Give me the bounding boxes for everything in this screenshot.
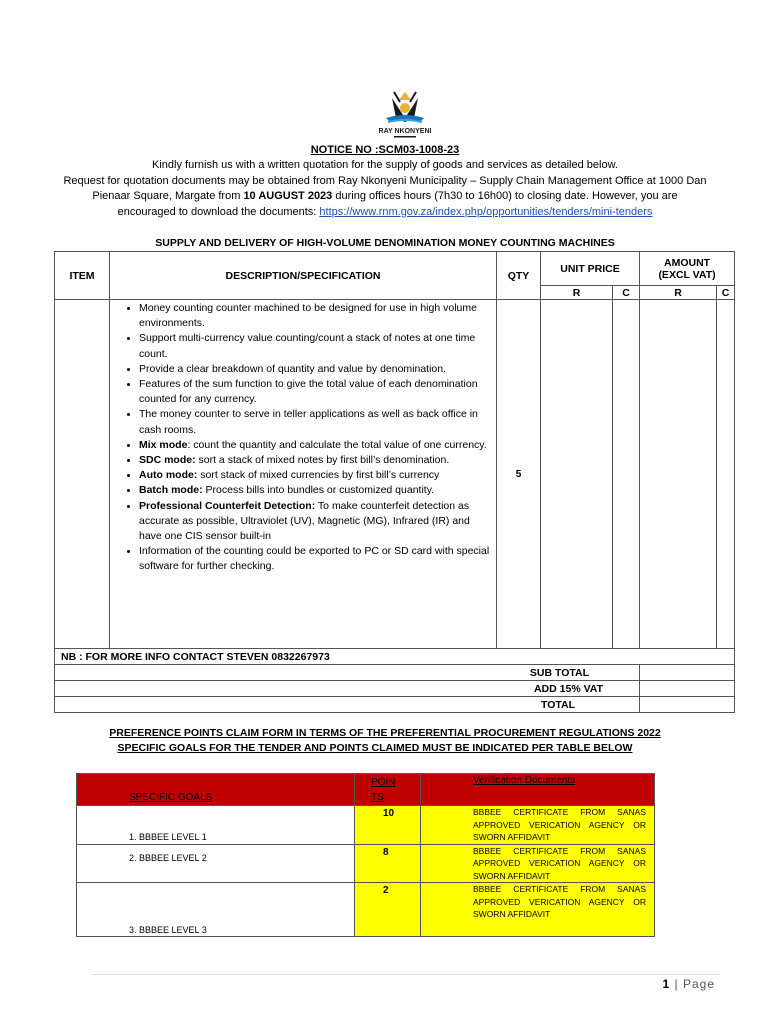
spec-item: • The money counter to serve in teller applications as well as back office in cash rooms. xyxy=(139,407,493,437)
preference-line-1: PREFERENCE POINTS CLAIM FORM IN TERMS OF THE PREFERENTIAL PROCUREMENT REGULATIONS 2022 xyxy=(109,727,661,739)
intro-paragraph xyxy=(0,158,770,220)
goal-1: 1. BBBEE LEVEL 1 xyxy=(77,806,355,845)
footer-divider xyxy=(92,974,720,975)
col-specific-goals: SPECIFIC GOALS xyxy=(77,774,355,806)
specification-cell xyxy=(110,300,497,649)
doc-1: BBBEE CERTIFICATE FROM SANAS APPROVED VERICATION AGENCY OR SWORN AFFIDAVIT xyxy=(421,806,655,845)
notice-number: NOTICE NO :SCM03-1008-23 xyxy=(310,144,460,156)
col-qty: QTY xyxy=(497,252,541,300)
spec-item: • Mix mode: count the quantity and calculate the total value of one currency. xyxy=(139,438,493,453)
spec-item: • Information of the counting could be exported to PC or SD card with special software for further checking. xyxy=(139,544,493,574)
table-title: SUPPLY AND DELIVERY OF HIGH-VOLUME DENOMINATION MONEY COUNTING MACHINES xyxy=(155,237,615,249)
qty-value: 5 xyxy=(497,300,541,649)
vat-value[interactable] xyxy=(640,681,735,697)
col-amount: AMOUNT (EXCL VAT) xyxy=(640,252,735,286)
page-label: | Page xyxy=(670,977,715,991)
amount-c: C xyxy=(717,286,735,300)
col-verification: Verification Documents xyxy=(421,774,655,806)
unit-c: C xyxy=(613,286,640,300)
intro-line-3: Pienaar Square, Margate from 10 AUGUST 2023 during offices hours (7h30 to 16h00) to closing date. However, you are xyxy=(92,190,678,202)
col-item: ITEM xyxy=(55,252,110,300)
quotation-table xyxy=(54,251,735,713)
sub-total-label: SUB TOTAL xyxy=(55,665,640,681)
col-unit-price: UNIT PRICE xyxy=(541,252,640,286)
points-1: 10 xyxy=(355,806,421,845)
spec-item: • Money counting counter machined to be designed for use in high volume environments. xyxy=(139,301,493,331)
spec-item: • Professional Counterfeit Detection: To make counterfeit detection as accurate as possible, Ultraviolet (UV), Magnetic (MG), Infrared (IR) and have one CIS sensor built-in xyxy=(139,499,493,545)
spec-item: • Provide a clear breakdown of quantity and value by denomination. xyxy=(139,362,493,377)
amount-r-value[interactable] xyxy=(640,300,717,649)
item-cell xyxy=(55,300,110,649)
logo-text: RAY NKONYENI xyxy=(378,128,432,135)
spec-item: • SDC mode: sort a stack of mixed notes by first bill’s denomination. xyxy=(139,453,493,468)
spec-item: • Features of the sum function to give the total value of each denomination counted for any currency. xyxy=(139,377,493,407)
col-points: POIN TS xyxy=(355,774,421,806)
points-3: 2 xyxy=(355,883,421,937)
specification-list xyxy=(113,301,493,575)
total-value[interactable] xyxy=(640,697,735,713)
spec-item: • Auto mode: sort stack of mixed currencies by first bill’s currency xyxy=(139,468,493,483)
intro-line-4: encouraged to download the documents: https://www.rnm.gov.za/index.php/opportunities/tenders/mini-tenders xyxy=(117,205,653,218)
intro-line-1: Kindly furnish us with a written quotation for the supply of goods and services as detailed below. xyxy=(152,159,618,171)
page-number: 1 xyxy=(662,977,671,991)
preference-line-2: SPECIFIC GOALS FOR THE TENDER AND POINTS CLAIMED MUST BE INDICATED PER TABLE BELOW xyxy=(117,742,633,754)
points-2: 8 xyxy=(355,844,421,883)
spec-item: • Support multi-currency value counting/count a stack of notes at one time count. xyxy=(139,331,493,361)
municipality-logo xyxy=(370,88,440,140)
unit-r: R xyxy=(541,286,613,300)
doc-2: BBBEE CERTIFICATE FROM SANAS APPROVED VERICATION AGENCY OR SWORN AFFIDAVIT xyxy=(421,844,655,883)
goal-3: 3. BBBEE LEVEL 3 xyxy=(77,883,355,937)
total-label: TOTAL xyxy=(55,697,640,713)
col-description: DESCRIPTION/SPECIFICATION xyxy=(110,252,497,300)
intro-line-2: Request for quotation documents may be obtained from Ray Nkonyeni Municipality – Supply Chain Management Office at 1000 Dan xyxy=(63,174,707,187)
goal-2: 2. BBBEE LEVEL 2 xyxy=(77,844,355,883)
unit-r-value[interactable] xyxy=(541,300,613,649)
tenders-link[interactable]: https://www.rnm.gov.za/index.php/opportunities/tenders/mini-tenders xyxy=(319,205,653,218)
vat-label: ADD 15% VAT xyxy=(55,681,640,697)
sub-total-value[interactable] xyxy=(640,665,735,681)
nb-contact: NB : FOR MORE INFO CONTACT STEVEN 0832267973 xyxy=(55,649,735,665)
unit-c-value[interactable] xyxy=(613,300,640,649)
preference-heading xyxy=(0,726,770,756)
specific-goals-table xyxy=(76,773,655,937)
doc-3: BBBEE CERTIFICATE FROM SANAS APPROVED VERICATION AGENCY OR SWORN AFFIDAVIT xyxy=(421,883,655,937)
spec-item: • Batch mode: Process bills into bundles or customized quantity. xyxy=(139,483,493,498)
page-footer xyxy=(600,977,715,991)
amount-r: R xyxy=(640,286,717,300)
amount-c-value[interactable] xyxy=(717,300,735,649)
